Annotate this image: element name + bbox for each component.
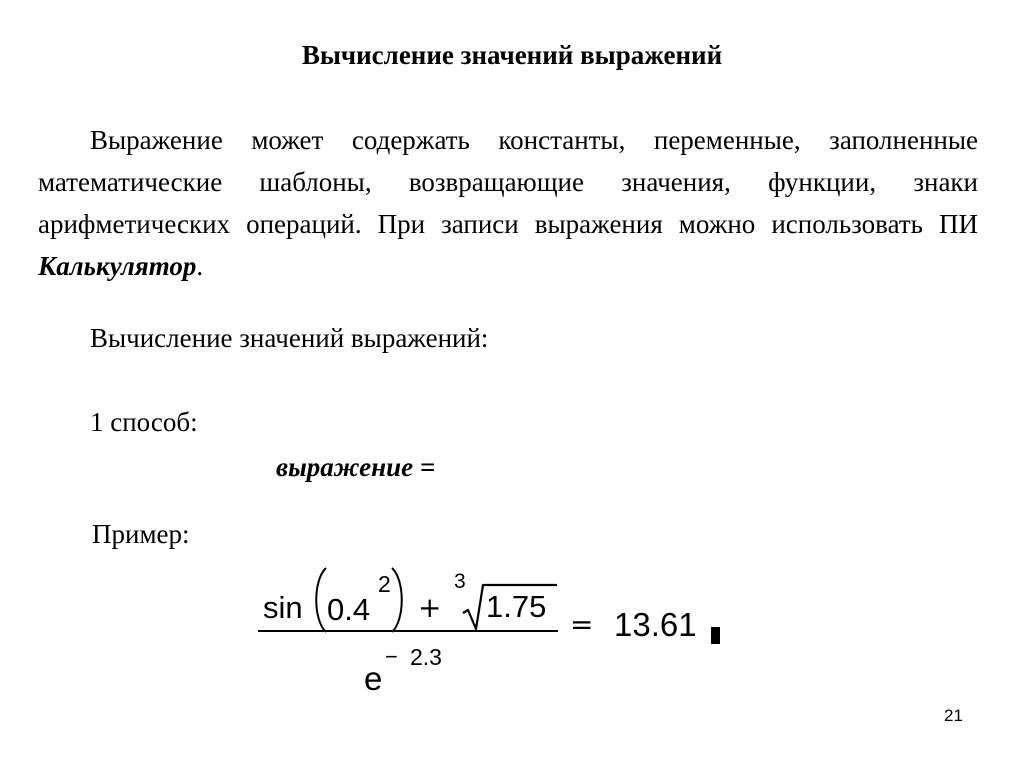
right-paren: [390, 566, 408, 634]
example-label: Пример:: [92, 519, 190, 549]
plus-sign: +: [418, 591, 442, 624]
exponent-value: 2: [378, 571, 391, 597]
base-value: 0.4: [327, 592, 371, 627]
calculator-term: Калькулятор: [38, 251, 197, 281]
cursor-marker: [711, 627, 720, 644]
expression-label: выражение =: [276, 452, 436, 482]
denominator-exponent: 2.3: [410, 644, 442, 670]
method-label: 1 способ:: [90, 407, 198, 437]
paragraph-text: Выражение может содержать константы, переменные, заполненные математические шаблоны, возвращающие значения, функции, знаки арифметических операций. При записи выражения можно использовать ПИ: [38, 125, 978, 239]
slide-title: Вычисление значений выражений: [301, 40, 723, 70]
subheading: Вычисление значений выражений:: [90, 323, 489, 353]
denominator-base: e: [364, 660, 383, 697]
result-value: 13.61: [614, 606, 697, 643]
page-number: 21: [944, 706, 963, 725]
equals-sign: =: [570, 608, 594, 641]
paragraph-end: .: [196, 251, 204, 281]
sin-function: sin: [263, 590, 303, 625]
left-paren: [310, 566, 328, 634]
fraction-bar: [258, 630, 558, 632]
root-index: 3: [454, 570, 466, 593]
denominator-sign: −: [385, 644, 398, 669]
radicand-value: 1.75: [486, 589, 547, 624]
